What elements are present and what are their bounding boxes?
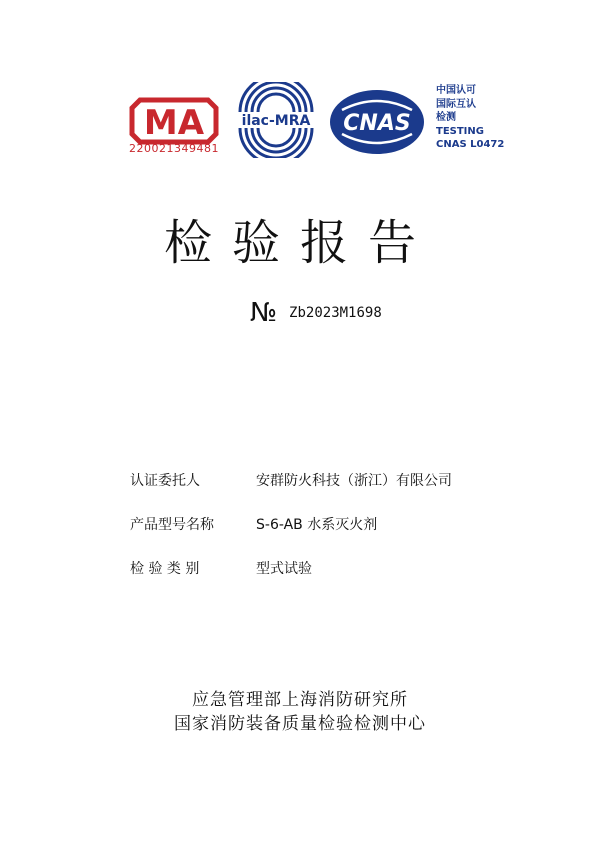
certification-logos bbox=[128, 80, 528, 160]
cnas-line: 国际互认 bbox=[436, 98, 476, 110]
cnas-logo-text: CNAS bbox=[343, 111, 411, 136]
info-label: 检 验 类 别 bbox=[130, 561, 200, 577]
ilac-mra-logo bbox=[232, 82, 320, 158]
cnas-accreditation-text bbox=[436, 84, 504, 152]
info-row bbox=[130, 558, 550, 602]
issuing-organization bbox=[0, 688, 600, 736]
ilac-logo-text: ilac-MRA bbox=[241, 113, 311, 129]
cnas-line: 检测 bbox=[436, 112, 456, 123]
numero-sign: № bbox=[250, 298, 278, 328]
info-value: 型式试验 bbox=[256, 561, 312, 577]
info-value: S-6-AB 水系灭火剂 bbox=[256, 517, 378, 533]
info-value: 安群防火科技（浙江）有限公司 bbox=[256, 473, 452, 489]
cnas-line: CNAS L0472 bbox=[436, 139, 505, 150]
cma-logo-text: MA bbox=[143, 103, 205, 143]
info-label: 产品型号名称 bbox=[130, 517, 214, 533]
report-title: 检验报告 bbox=[163, 215, 436, 271]
cma-number: 220021349481 bbox=[129, 142, 219, 155]
org-line-1: 应急管理部上海消防研究所 bbox=[192, 690, 408, 710]
info-row bbox=[130, 514, 550, 558]
org-line-2: 国家消防装备质量检验检测中心 bbox=[174, 714, 426, 734]
info-label: 认证委托人 bbox=[130, 473, 200, 489]
info-row bbox=[130, 470, 550, 514]
cnas-line: TESTING bbox=[436, 125, 484, 137]
cnas-logo bbox=[328, 88, 426, 156]
report-number bbox=[250, 298, 382, 328]
report-number-value: Zb2023M1698 bbox=[289, 305, 382, 321]
report-info bbox=[130, 470, 550, 602]
cnas-line: 中国认可 bbox=[436, 85, 476, 96]
